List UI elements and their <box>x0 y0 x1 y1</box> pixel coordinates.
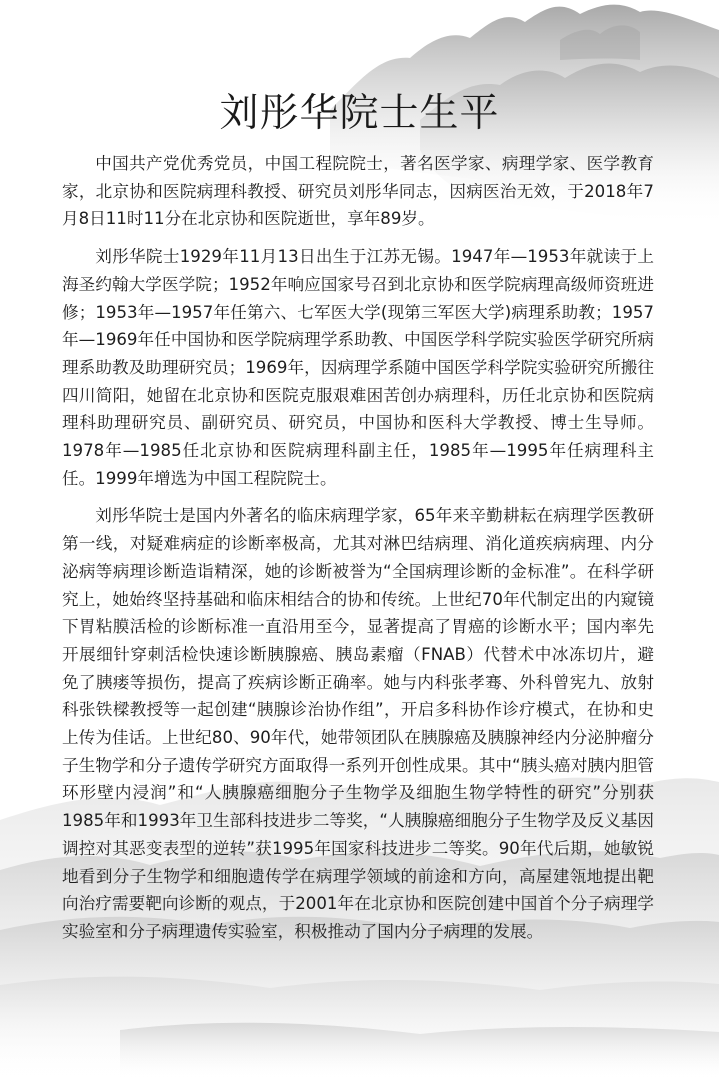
paragraph-introduction: 中国共产党优秀党员，中国工程院院士，著名医学家、病理学家、医学教育家，北京协和医院病理科教授、研究员刘彤华同志，因病医治无效，于2018年7月8日11时11分在北京协和医院逝世，享年89岁。 <box>62 154 654 229</box>
paragraph-career: 刘彤华院士1929年11月13日出生于江苏无锡。1947年—1953年就读于上海圣约翰大学医学院；1952年响应国家号召到北京协和医学院病理高级师资班进修；1953年—1957年任第六、七军医大学(现第三军医大学)病理系助教；1957年—1969年任中国协和医学院病理学系助教、中国医学科学院实验医学研究所病理系助教及助理研究员；1969年，因病理学系随中国医学科学院实验研究所搬往四川简阳，她留在北京协和医院克服艰难困苦创办病理科，历任北京协和医院病理科助理研究员、副研究员、研究员，中国协和医科大学教授、博士生导师。1978年—1985任北京协和医院病理科副主任，1985年—1995年任病理科主任。1999年增选为中国工程院院士。 <box>62 247 654 488</box>
page-title: 刘彤华院士生平 <box>219 91 500 136</box>
biography-body <box>62 150 654 956</box>
paragraph-achievements: 刘彤华院士是国内外著名的临床病理学家，65年来辛勤耕耘在病理学医教研第一线，对疑难病症的诊断率极高，尤其对淋巴结病理、消化道疾病病理、内分泌病等病理诊断造诣精深，她的诊断被誉为“全国病理诊断的金标准”。在科学研究上，她始终坚持基础和临床相结合的协和传统。上世纪70年代制定出的内窥镜下胃粘膜活检的诊断标准一直沿用至今，显著提高了胃癌的诊断水平；国内率先开展细针穿刺活检快速诊断胰腺癌、胰岛素瘤（FNAB）代替术中冰冻切片，避免了胰瘘等损伤，提高了疾病诊断正确率。她与内科张孝骞、外科曾宪九、放射科张铁樑教授等一起创建“胰腺诊治协作组”，开启多科协作诊疗模式，在协和史上传为佳话。上世纪80、90年代，她带领团队在胰腺癌及胰腺神经内分泌肿瘤分子生物学和分子遗传学研究方面取得一系列开创性成果。其中“胰头癌对胰内胆管环形壁内浸润”和“人胰腺癌细胞分子生物学及细胞生物学特性的研究”分别获1985年和1993年卫生部科技进步二等奖，“人胰腺癌细胞分子生物学及反义基因调控对其恶变表型的逆转”获1995年国家科技进步二等奖。90年代后期，她敏锐地看到分子生物学和细胞遗传学在病理学领域的前途和方向，高屋建瓴地提出靶向治疗需要靶向诊断的观点，于2001年在北京协和医院创建中国首个分子病理学实验室和分子病理遗传实验室，积极推动了国内分子病理的发展。 <box>62 506 654 941</box>
